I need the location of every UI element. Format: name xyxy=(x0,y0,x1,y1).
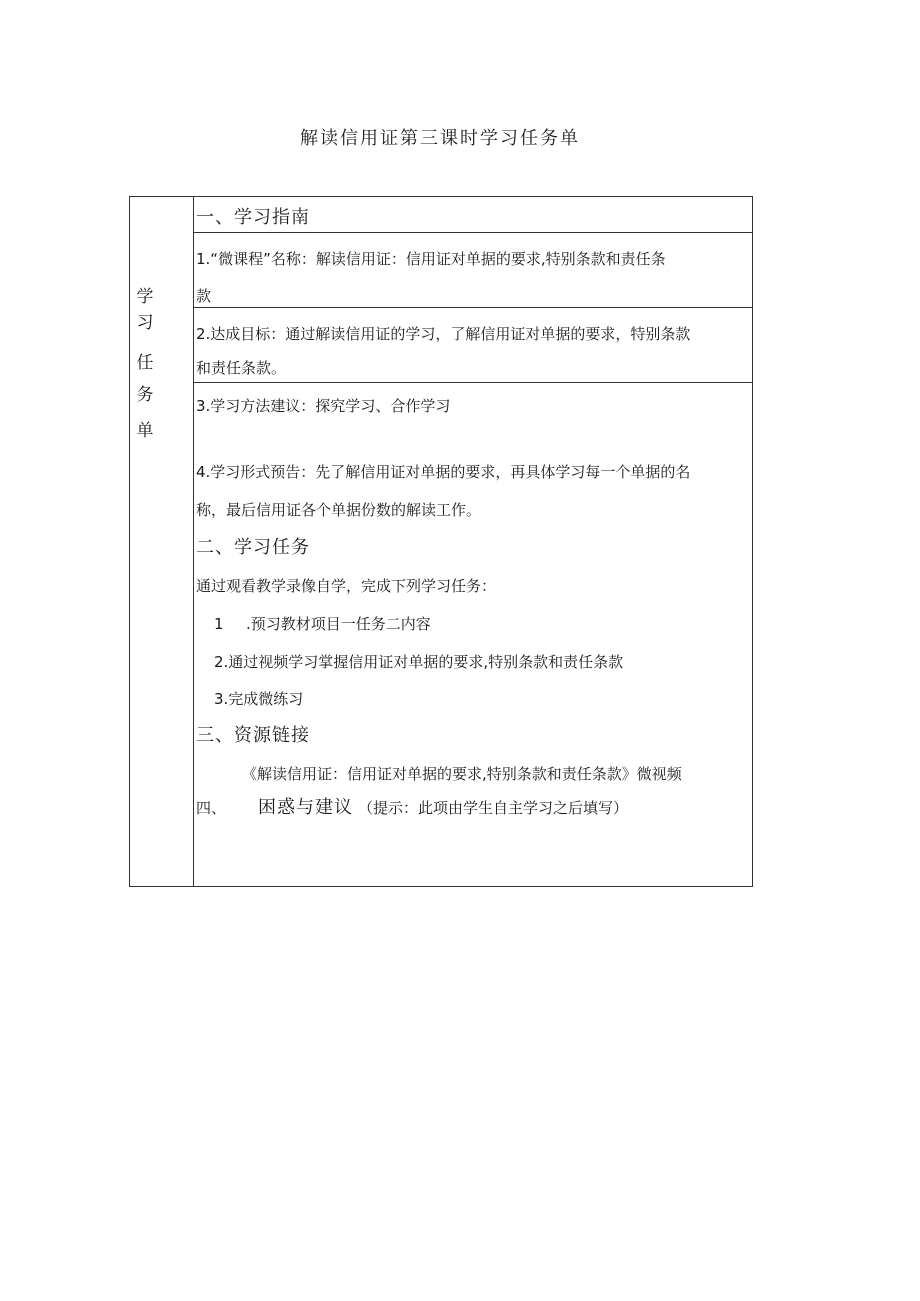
guide-item-1-line2: 款 xyxy=(196,287,212,305)
guide-item-1-line1: 1.“微课程”名称：解读信用证：信用证对单据的要求,特别条款和责任条 xyxy=(196,250,666,268)
feedback-note: （提示：此项由学生自主学习之后填写） xyxy=(358,799,629,817)
side-label-char: 学 xyxy=(136,287,154,307)
section-heading-feedback: 困惑与建议 xyxy=(258,797,353,818)
tasks-intro: 通过观看教学录像自学，完成下列学习任务： xyxy=(196,577,497,595)
side-label-char: 习 xyxy=(136,313,154,333)
side-label-char: 任 xyxy=(136,353,154,373)
row-divider xyxy=(194,382,752,383)
task-3: 3.完成微练习 xyxy=(214,690,304,708)
section-heading-resources: 三、资源链接 xyxy=(196,725,310,746)
task-1-number: 1 xyxy=(214,615,224,633)
document-title: 解读信用证第三课时学习任务单 xyxy=(300,128,580,149)
guide-item-3: 3.学习方法建议：探究学习、合作学习 xyxy=(196,397,451,415)
guide-item-2-line2: 和责任条款。 xyxy=(196,359,287,377)
side-label-char: 务 xyxy=(136,385,154,405)
resource-link: 《解读信用证：信用证对单据的要求,特别条款和责任条款》微视频 xyxy=(242,765,682,783)
row-divider xyxy=(194,232,752,233)
task-1-text: .预习教材项目一任务二内容 xyxy=(246,615,431,633)
task-table xyxy=(129,196,753,887)
section-heading-guide: 一、学习指南 xyxy=(196,207,310,228)
guide-item-2-line1: 2.达成目标：通过解读信用证的学习，了解信用证对单据的要求，特别条款 xyxy=(196,325,691,343)
side-label-column xyxy=(130,197,194,886)
guide-item-4-line1: 4.学习形式预告：先了解信用证对单据的要求，再具体学习每一个单据的名 xyxy=(196,463,691,481)
section-4-number: 四、 xyxy=(196,799,227,817)
side-label-char: 单 xyxy=(136,421,154,441)
row-divider xyxy=(194,307,752,308)
task-2: 2.通过视频学习掌握信用证对单据的要求,特别条款和责任条款 xyxy=(214,653,624,671)
section-heading-tasks: 二、学习任务 xyxy=(196,537,310,558)
guide-item-4-line2: 称，最后信用证各个单据份数的解读工作。 xyxy=(196,501,482,519)
